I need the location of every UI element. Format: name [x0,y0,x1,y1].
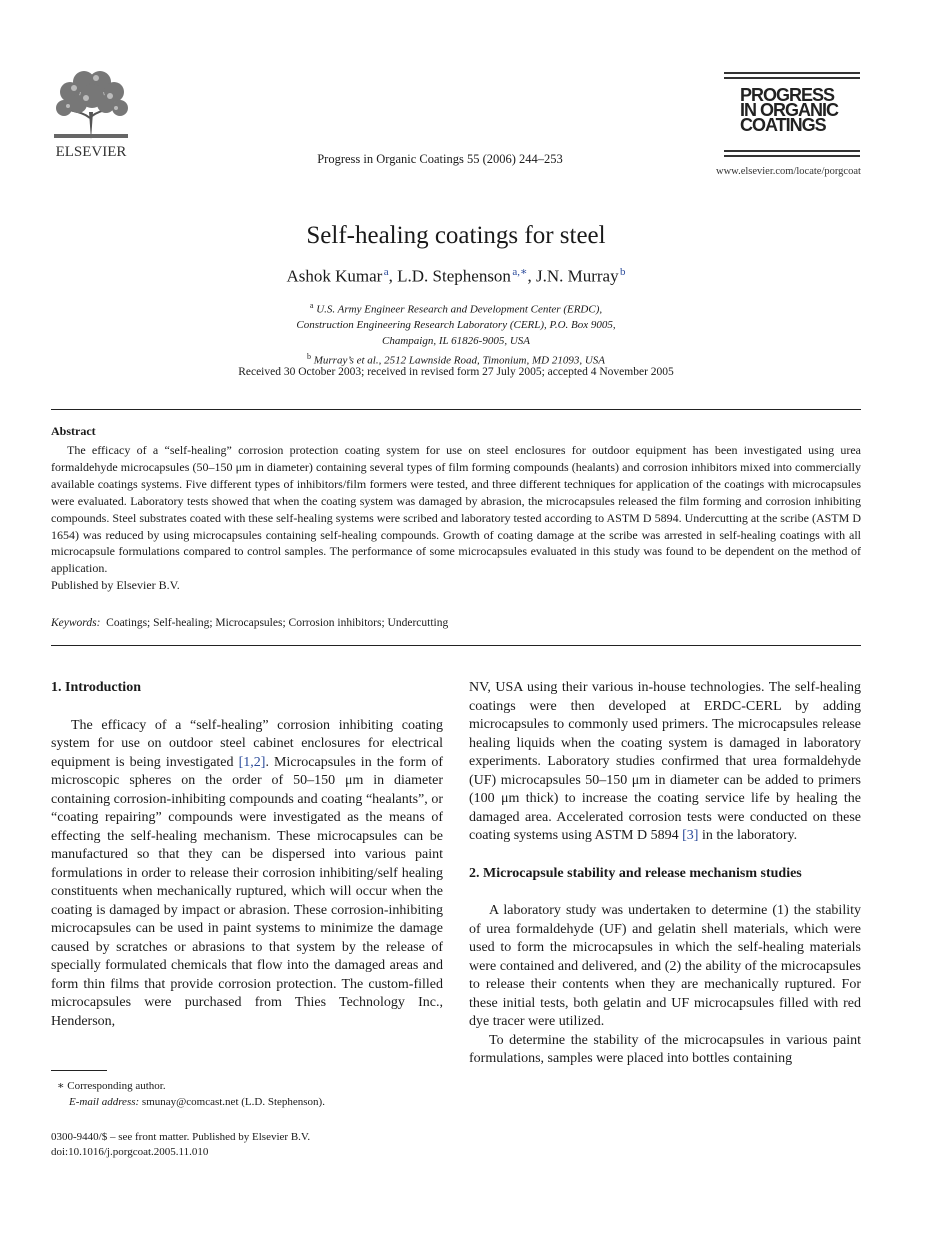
author-name: Ashok Kumar [286,266,383,286]
footnotes: ∗ Corresponding author. E-mail address: smunay@comcast.net (L.D. Stephenson). [57,1080,325,1108]
corresponding-author-note: Corresponding author. [67,1080,166,1092]
right-column [469,679,861,1069]
keywords: Keywords: Coatings; Self-healing; Microcapsules; Corrosion inhibitors; Undercutting [51,617,449,629]
received-dates: Received 30 October 2003; received in revised form 27 July 2005; accepted 4 November 2005 [238,366,674,378]
divider [51,645,861,646]
email-address[interactable]: smunay@comcast.net (L.D. Stephenson). [141,1096,325,1108]
article-title: Self-healing coatings for steel [306,222,606,249]
author-name: L.D. Stephenson [397,266,511,286]
abstract-heading: Abstract [51,424,96,438]
paragraph: To determine the stability of the microcapsules in various paint formulations, samples were placed into bottles containing [469,1032,861,1066]
citation-link[interactable]: [3] [682,828,699,843]
author-name: J.N. Murray [535,266,619,286]
paragraph: The efficacy of a “self-healing” corrosion inhibiting coating system for use on outdoor steel cabinet enclosures for electrical equipment is being investigated [1,2]. Microcapsules in the form of microscopic spheres on the order of 50–150 μm in diameter containing corrosion-inhibiting compounds and coating “healants”, or “coating repairing” compounds were investigated as the means of effecting the self-healing mechanism. These microcapsules can be manufactured so that they can be dispersed into various paint formulations in order to release their corrosion inhibiting/self healing constituents when mechanically ruptured, which will occur when the coating is damaged by impact or abrasion. These corrosion-inhibiting microcapsules can be used in paint systems to minimize the damage caused by scratches or abrasions to that system by the release of specially formulated chemicals that flow into the damaged areas and form thin films that provide corrosion protection. The custom-filled microcapsules were purchased from Thies Technology Inc., Henderson, [51,717,444,1029]
doi-line[interactable]: doi:10.1016/j.porgcoat.2005.11.010 [51,1146,209,1158]
abstract-text: The efficacy of a “self-healing” corrosion protection coating system for use on steel enclosures for outdoor equipment has been investigated using urea formaldehyde microcapsules (50–150 μm in diameter) containing several types of film forming compounds (healants) and corrosion inhibitors mixed into commercially available coatings systems. Five different types of inhibitors/film formers were tested, and three different techniques for application of the coatings with microcapsules were evaluated. Laboratory tests showed that when the coating system was damaged by abrasion, the microcapsules released the film forming and corrosion inhibiting compounds. Steel substrates coated with these self-healing systems were scribed and laboratory tested according to ASTM D 5894. Undercutting at the scribe (ASTM D 1654) was reduced by using microcapsules containing self-healing compounds. Growth of coating damage at the scribe was arrested in self-healing coatings with all microcapsule formulations compared to control samples. The performance of some microcapsules evaluated in this study was found to be dependent on the method of application. [51,443,861,576]
paragraph: NV, USA using their various in-house technologies. The self-healing coatings were then developed at ERDC-CERL by adding microcapsules to commonly used primers. The microcapsules release healing liquids when the coating system is damaged in laboratory experiments. Laboratory studies confirmed that urea formaldehyde (UF) microcapsules 50–150 μm in diameter can be added to primers (100 μm thick) to increase the coating service life by healing the damaged area. Accelerated corrosion tests were conducted on these coating systems using ASTM D 5894 [3] in the laboratory. [469,680,861,843]
author-list: Ashok Kumar $^a$, L.D. Stephenson $^{a,∗}$, J.N. Murray $^b$ [286,266,626,286]
author-affiliation-mark[interactable]: a,∗ [512,266,528,278]
citation-link[interactable]: [1,2] [238,754,266,770]
abstract-body [51,442,861,594]
journal-logo [716,72,862,182]
paragraph: A laboratory study was undertaken to determine (1) the stability of urea formaldehyde (UF) and gelatin shell materials, which were used to form the microcapsules in which the self-healing materials were contained and delivered, and (2) the ability of the microcapsules to release their contents when they are mechanically ruptured. For these initial tests, both gelatin and UF microcapsules filled with red dye tracer were utilized. [469,903,861,1029]
journal-logo-text: PROGRESS IN ORGANIC COATINGS [740,85,838,135]
journal-url[interactable]: www.elsevier.com/locate/porgcoat [716,166,861,177]
journal-reference: Progress in Organic Coatings 55 (2006) 244–253 [317,152,563,166]
affiliations: $^a$ U.S. Army Engineer Research and Development Center (ERDC), Construction Engineering Research Laboratory (CERL), P.O. Box 9005, Champaign, IL 61826-9005, USA $^b$ Murray’s et al., 2512 Lawnside Road, Timonium, MD 21093, USA [296,301,616,367]
elsevier-logo [50,68,132,160]
section-heading-introduction: 1. Introduction [51,680,141,695]
divider [51,409,861,410]
left-column [51,679,443,1031]
author-affiliation-mark[interactable]: b [620,266,626,278]
footnote-divider [51,1070,107,1071]
section-heading-microcapsule-stability: 2. Microcapsule stability and release mechanism studies [469,865,802,881]
author-affiliation-mark[interactable]: a [383,266,389,278]
issn-block [51,1130,310,1160]
elsevier-tree-icon [50,68,132,160]
abstract-published-by: Published by Elsevier B.V. [51,578,180,593]
issn-line: 0300-9440/$ – see front matter. Published by Elsevier B.V. [51,1131,311,1143]
publisher-name: ELSEVIER [55,144,127,160]
